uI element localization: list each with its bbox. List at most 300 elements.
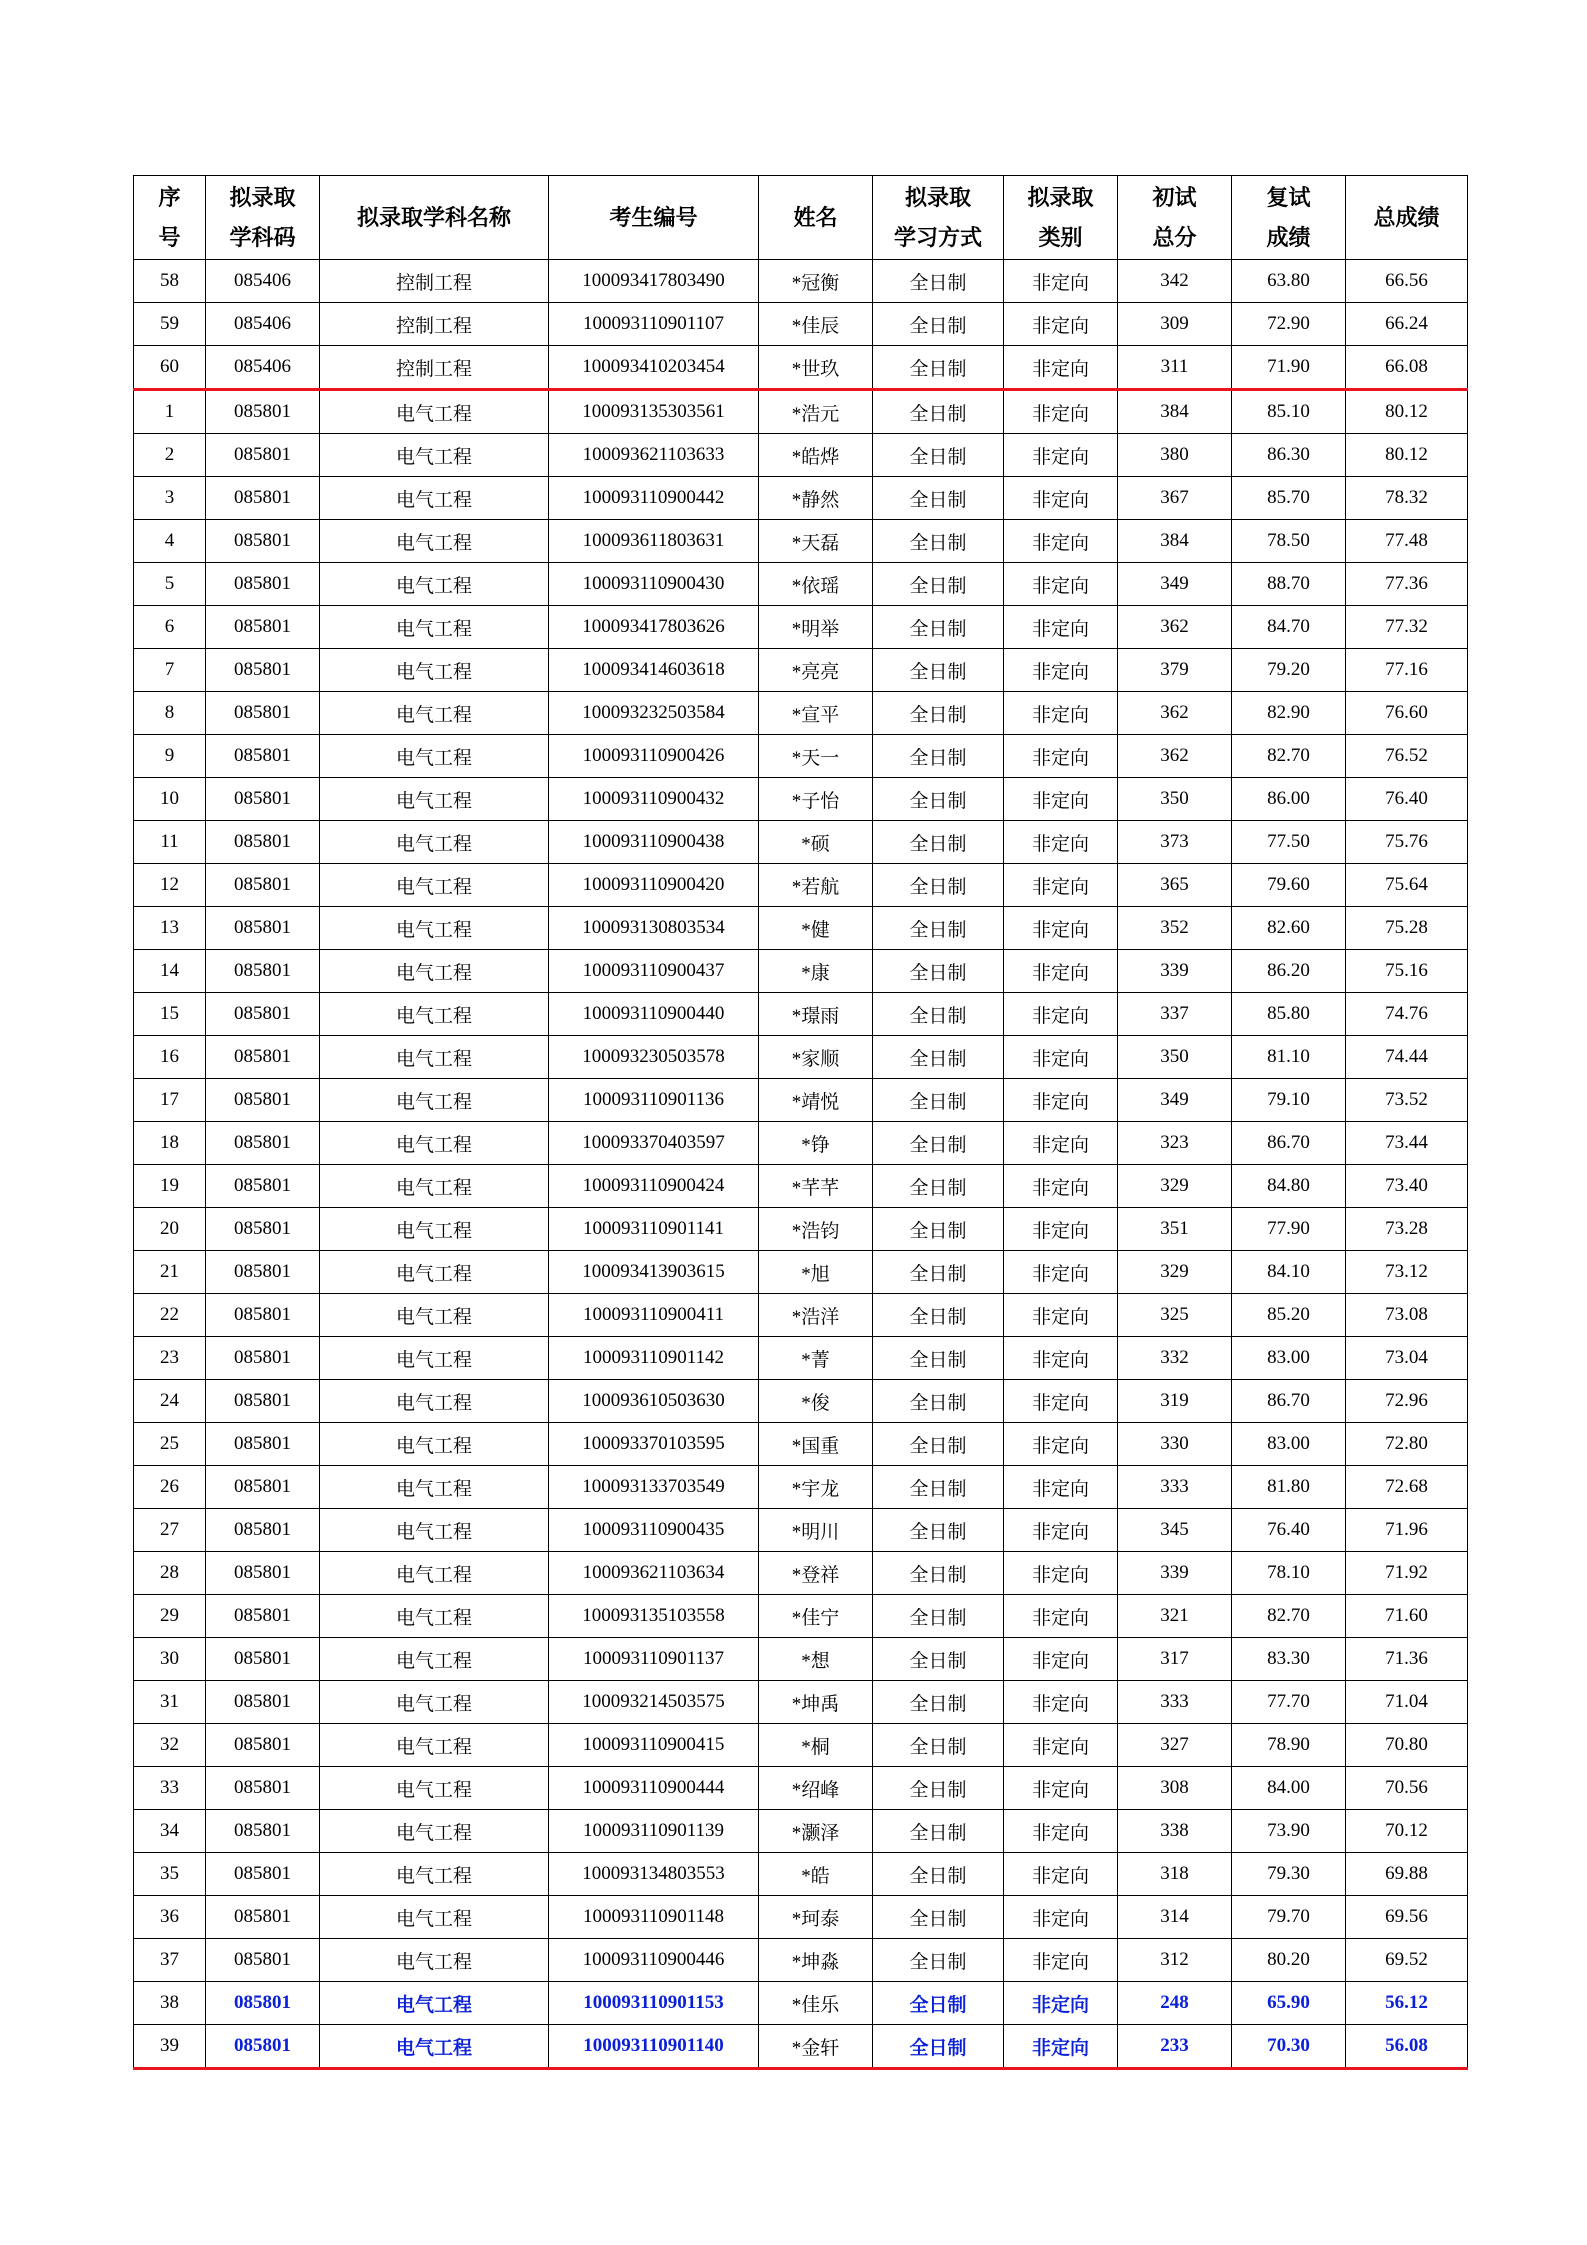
cell-name: *灏泽 (759, 1810, 873, 1853)
cell-code: 085801 (206, 563, 320, 606)
cell-seq: 30 (134, 1638, 206, 1681)
table-row (134, 477, 1468, 520)
cell-study: 全日制 (873, 950, 1004, 993)
cell-name: *珂泰 (759, 1896, 873, 1939)
cell-seq: 22 (134, 1294, 206, 1337)
cell-code: 085801 (206, 692, 320, 735)
cell-code: 085801 (206, 477, 320, 520)
cell-subject: 电气工程 (320, 1810, 549, 1853)
cell-id: 100093110901136 (549, 1079, 759, 1122)
cell-id: 100093110901139 (549, 1810, 759, 1853)
cell-first: 362 (1118, 606, 1232, 649)
cell-total: 71.96 (1346, 1509, 1468, 1552)
table-row (134, 1251, 1468, 1294)
cell-total: 76.60 (1346, 692, 1468, 735)
cell-code: 085801 (206, 1767, 320, 1810)
cell-total: 69.52 (1346, 1939, 1468, 1982)
cell-code: 085801 (206, 821, 320, 864)
cell-first: 350 (1118, 778, 1232, 821)
cell-subject: 电气工程 (320, 1466, 549, 1509)
cell-code: 085801 (206, 907, 320, 950)
cell-seq: 14 (134, 950, 206, 993)
table-row (134, 1380, 1468, 1423)
cell-subject: 电气工程 (320, 778, 549, 821)
cell-total: 75.16 (1346, 950, 1468, 993)
cell-seq: 60 (134, 346, 206, 390)
cell-code: 085801 (206, 1165, 320, 1208)
table-row (134, 260, 1468, 303)
cell-study: 全日制 (873, 1681, 1004, 1724)
cell-first: 380 (1118, 434, 1232, 477)
table-row (134, 606, 1468, 649)
table-row (134, 346, 1468, 390)
cell-retest: 77.70 (1232, 1681, 1346, 1724)
cell-total: 69.88 (1346, 1853, 1468, 1896)
cell-seq: 58 (134, 260, 206, 303)
cell-retest: 86.70 (1232, 1380, 1346, 1423)
cell-study: 全日制 (873, 1982, 1004, 2025)
cell-id: 100093110900438 (549, 821, 759, 864)
table-row (134, 1509, 1468, 1552)
cell-total: 71.60 (1346, 1595, 1468, 1638)
cell-first: 384 (1118, 520, 1232, 563)
cell-code: 085801 (206, 1638, 320, 1681)
header-first: 初试 总分 (1118, 176, 1232, 260)
cell-id: 100093110900420 (549, 864, 759, 907)
cell-total: 71.92 (1346, 1552, 1468, 1595)
cell-name: *坤淼 (759, 1939, 873, 1982)
cell-study: 全日制 (873, 1251, 1004, 1294)
cell-total: 78.32 (1346, 477, 1468, 520)
table-row (134, 1036, 1468, 1079)
cell-type: 非定向 (1004, 434, 1118, 477)
cell-study: 全日制 (873, 735, 1004, 778)
cell-code: 085801 (206, 649, 320, 692)
cell-first: 333 (1118, 1681, 1232, 1724)
cell-total: 73.08 (1346, 1294, 1468, 1337)
cell-seq: 3 (134, 477, 206, 520)
cell-subject: 电气工程 (320, 735, 549, 778)
cell-type: 非定向 (1004, 390, 1118, 434)
cell-study: 全日制 (873, 1552, 1004, 1595)
cell-seq: 9 (134, 735, 206, 778)
cell-type: 非定向 (1004, 606, 1118, 649)
cell-subject: 电气工程 (320, 1208, 549, 1251)
cell-study: 全日制 (873, 477, 1004, 520)
cell-study: 全日制 (873, 1122, 1004, 1165)
cell-study: 全日制 (873, 390, 1004, 434)
cell-first: 384 (1118, 390, 1232, 434)
cell-code: 085801 (206, 864, 320, 907)
cell-seq: 17 (134, 1079, 206, 1122)
cell-name: *宇龙 (759, 1466, 873, 1509)
table-row (134, 1638, 1468, 1681)
table-row (134, 1294, 1468, 1337)
cell-subject: 控制工程 (320, 303, 549, 346)
cell-id: 100093110901137 (549, 1638, 759, 1681)
cell-subject: 控制工程 (320, 346, 549, 390)
cell-type: 非定向 (1004, 649, 1118, 692)
cell-total: 72.80 (1346, 1423, 1468, 1466)
cell-retest: 71.90 (1232, 346, 1346, 390)
cell-code: 085801 (206, 1939, 320, 1982)
cell-first: 318 (1118, 1853, 1232, 1896)
cell-study: 全日制 (873, 993, 1004, 1036)
cell-subject: 电气工程 (320, 649, 549, 692)
cell-first: 332 (1118, 1337, 1232, 1380)
cell-retest: 63.80 (1232, 260, 1346, 303)
cell-first: 327 (1118, 1724, 1232, 1767)
cell-subject: 电气工程 (320, 1638, 549, 1681)
cell-name: *明川 (759, 1509, 873, 1552)
cell-code: 085801 (206, 606, 320, 649)
cell-type: 非定向 (1004, 303, 1118, 346)
cell-type: 非定向 (1004, 1466, 1118, 1509)
cell-retest: 86.20 (1232, 950, 1346, 993)
cell-id: 100093370403597 (549, 1122, 759, 1165)
table-row (134, 1122, 1468, 1165)
cell-retest: 86.70 (1232, 1122, 1346, 1165)
cell-subject: 电气工程 (320, 864, 549, 907)
cell-subject: 电气工程 (320, 606, 549, 649)
cell-seq: 15 (134, 993, 206, 1036)
cell-study: 全日制 (873, 1724, 1004, 1767)
cell-seq: 16 (134, 1036, 206, 1079)
cell-subject: 电气工程 (320, 1681, 549, 1724)
table-row (134, 1939, 1468, 1982)
table-row (134, 1896, 1468, 1939)
cell-id: 100093214503575 (549, 1681, 759, 1724)
cell-id: 100093621103633 (549, 434, 759, 477)
cell-study: 全日制 (873, 606, 1004, 649)
cell-type: 非定向 (1004, 1552, 1118, 1595)
cell-total: 69.56 (1346, 1896, 1468, 1939)
cell-type: 非定向 (1004, 907, 1118, 950)
cell-retest: 82.90 (1232, 692, 1346, 735)
cell-retest: 70.30 (1232, 2025, 1346, 2069)
cell-total: 70.56 (1346, 1767, 1468, 1810)
cell-retest: 65.90 (1232, 1982, 1346, 2025)
cell-retest: 84.70 (1232, 606, 1346, 649)
cell-subject: 电气工程 (320, 993, 549, 1036)
cell-id: 100093370103595 (549, 1423, 759, 1466)
table-row (134, 649, 1468, 692)
cell-code: 085801 (206, 1251, 320, 1294)
cell-type: 非定向 (1004, 1896, 1118, 1939)
cell-type: 非定向 (1004, 563, 1118, 606)
cell-total: 73.40 (1346, 1165, 1468, 1208)
cell-id: 100093110900446 (549, 1939, 759, 1982)
cell-type: 非定向 (1004, 1724, 1118, 1767)
table-row (134, 692, 1468, 735)
cell-name: *坤禹 (759, 1681, 873, 1724)
table-row (134, 520, 1468, 563)
cell-study: 全日制 (873, 2025, 1004, 2069)
cell-name: *桐 (759, 1724, 873, 1767)
cell-total: 73.12 (1346, 1251, 1468, 1294)
cell-total: 76.52 (1346, 735, 1468, 778)
cell-first: 345 (1118, 1509, 1232, 1552)
cell-seq: 35 (134, 1853, 206, 1896)
table-row (134, 907, 1468, 950)
table-body (134, 260, 1468, 2069)
cell-code: 085801 (206, 1681, 320, 1724)
cell-study: 全日制 (873, 1208, 1004, 1251)
cell-id: 100093410203454 (549, 346, 759, 390)
cell-seq: 27 (134, 1509, 206, 1552)
cell-first: 349 (1118, 563, 1232, 606)
cell-seq: 24 (134, 1380, 206, 1423)
cell-study: 全日制 (873, 1294, 1004, 1337)
cell-study: 全日制 (873, 1466, 1004, 1509)
cell-name: *登祥 (759, 1552, 873, 1595)
table-row (134, 1853, 1468, 1896)
cell-retest: 79.30 (1232, 1853, 1346, 1896)
header-name: 姓名 (759, 176, 873, 260)
cell-seq: 8 (134, 692, 206, 735)
cell-subject: 电气工程 (320, 907, 549, 950)
table-row (134, 1165, 1468, 1208)
cell-total: 66.24 (1346, 303, 1468, 346)
cell-total: 77.36 (1346, 563, 1468, 606)
cell-type: 非定向 (1004, 692, 1118, 735)
cell-retest: 84.80 (1232, 1165, 1346, 1208)
cell-name: *明举 (759, 606, 873, 649)
cell-total: 77.16 (1346, 649, 1468, 692)
cell-id: 100093110900435 (549, 1509, 759, 1552)
header-id: 考生编号 (549, 176, 759, 260)
cell-name: *家顺 (759, 1036, 873, 1079)
cell-id: 100093110900432 (549, 778, 759, 821)
cell-code: 085801 (206, 1208, 320, 1251)
table-row (134, 1982, 1468, 2025)
cell-name: *浩元 (759, 390, 873, 434)
cell-first: 314 (1118, 1896, 1232, 1939)
cell-type: 非定向 (1004, 520, 1118, 563)
cell-subject: 电气工程 (320, 1036, 549, 1079)
cell-name: *皓烨 (759, 434, 873, 477)
table-row (134, 778, 1468, 821)
cell-type: 非定向 (1004, 1122, 1118, 1165)
cell-first: 362 (1118, 692, 1232, 735)
cell-study: 全日制 (873, 1509, 1004, 1552)
cell-name: *若航 (759, 864, 873, 907)
cell-id: 100093230503578 (549, 1036, 759, 1079)
cell-code: 085801 (206, 520, 320, 563)
cell-type: 非定向 (1004, 864, 1118, 907)
cell-retest: 84.00 (1232, 1767, 1346, 1810)
cell-subject: 电气工程 (320, 1982, 549, 2025)
cell-name: *金轩 (759, 2025, 873, 2069)
cell-id: 100093134803553 (549, 1853, 759, 1896)
cell-first: 337 (1118, 993, 1232, 1036)
cell-seq: 10 (134, 778, 206, 821)
cell-id: 100093110900424 (549, 1165, 759, 1208)
cell-id: 100093110901140 (549, 2025, 759, 2069)
cell-seq: 38 (134, 1982, 206, 2025)
cell-study: 全日制 (873, 907, 1004, 950)
cell-code: 085801 (206, 1380, 320, 1423)
cell-retest: 80.20 (1232, 1939, 1346, 1982)
table-row (134, 1552, 1468, 1595)
cell-total: 70.12 (1346, 1810, 1468, 1853)
cell-retest: 72.90 (1232, 303, 1346, 346)
cell-first: 329 (1118, 1251, 1232, 1294)
cell-study: 全日制 (873, 1595, 1004, 1638)
cell-first: 233 (1118, 2025, 1232, 2069)
cell-seq: 1 (134, 390, 206, 434)
cell-total: 72.96 (1346, 1380, 1468, 1423)
cell-name: *宣平 (759, 692, 873, 735)
cell-id: 100093611803631 (549, 520, 759, 563)
cell-subject: 电气工程 (320, 1595, 549, 1638)
cell-study: 全日制 (873, 520, 1004, 563)
cell-type: 非定向 (1004, 950, 1118, 993)
cell-total: 75.28 (1346, 907, 1468, 950)
cell-study: 全日制 (873, 1380, 1004, 1423)
cell-first: 333 (1118, 1466, 1232, 1509)
cell-subject: 电气工程 (320, 390, 549, 434)
cell-name: *菁 (759, 1337, 873, 1380)
cell-code: 085801 (206, 434, 320, 477)
table-row (134, 1466, 1468, 1509)
cell-type: 非定向 (1004, 260, 1118, 303)
cell-first: 330 (1118, 1423, 1232, 1466)
cell-retest: 83.00 (1232, 1423, 1346, 1466)
cell-retest: 77.50 (1232, 821, 1346, 864)
cell-code: 085801 (206, 1509, 320, 1552)
cell-type: 非定向 (1004, 1982, 1118, 2025)
cell-seq: 11 (134, 821, 206, 864)
cell-retest: 85.80 (1232, 993, 1346, 1036)
cell-id: 100093232503584 (549, 692, 759, 735)
cell-code: 085801 (206, 1724, 320, 1767)
cell-study: 全日制 (873, 434, 1004, 477)
header-study: 拟录取 学习方式 (873, 176, 1004, 260)
cell-retest: 78.10 (1232, 1552, 1346, 1595)
cell-retest: 85.70 (1232, 477, 1346, 520)
table-row (134, 303, 1468, 346)
cell-total: 66.56 (1346, 260, 1468, 303)
cell-total: 56.08 (1346, 2025, 1468, 2069)
cell-seq: 7 (134, 649, 206, 692)
cell-code: 085801 (206, 1337, 320, 1380)
cell-first: 351 (1118, 1208, 1232, 1251)
header-code: 拟录取 学科码 (206, 176, 320, 260)
cell-type: 非定向 (1004, 1939, 1118, 1982)
cell-total: 66.08 (1346, 346, 1468, 390)
cell-study: 全日制 (873, 1810, 1004, 1853)
cell-type: 非定向 (1004, 1681, 1118, 1724)
cell-total: 73.52 (1346, 1079, 1468, 1122)
cell-retest: 85.10 (1232, 390, 1346, 434)
cell-retest: 79.70 (1232, 1896, 1346, 1939)
table-row (134, 1724, 1468, 1767)
cell-code: 085801 (206, 390, 320, 434)
cell-id: 100093417803490 (549, 260, 759, 303)
cell-id: 100093621103634 (549, 1552, 759, 1595)
table-row (134, 1810, 1468, 1853)
cell-type: 非定向 (1004, 1337, 1118, 1380)
cell-code: 085801 (206, 993, 320, 1036)
cell-total: 80.12 (1346, 390, 1468, 434)
cell-type: 非定向 (1004, 821, 1118, 864)
cell-retest: 82.60 (1232, 907, 1346, 950)
cell-code: 085406 (206, 260, 320, 303)
cell-name: *健 (759, 907, 873, 950)
cell-subject: 电气工程 (320, 1896, 549, 1939)
cell-first: 319 (1118, 1380, 1232, 1423)
cell-type: 非定向 (1004, 1767, 1118, 1810)
cell-retest: 86.30 (1232, 434, 1346, 477)
cell-subject: 电气工程 (320, 1165, 549, 1208)
cell-study: 全日制 (873, 778, 1004, 821)
cell-first: 342 (1118, 260, 1232, 303)
cell-seq: 37 (134, 1939, 206, 1982)
cell-type: 非定向 (1004, 477, 1118, 520)
cell-subject: 电气工程 (320, 1380, 549, 1423)
cell-study: 全日制 (873, 260, 1004, 303)
cell-subject: 电气工程 (320, 692, 549, 735)
cell-name: *铮 (759, 1122, 873, 1165)
cell-id: 100093110901107 (549, 303, 759, 346)
cell-first: 362 (1118, 735, 1232, 778)
cell-name: *硕 (759, 821, 873, 864)
cell-subject: 电气工程 (320, 1724, 549, 1767)
cell-first: 339 (1118, 1552, 1232, 1595)
cell-code: 085801 (206, 735, 320, 778)
cell-name: *佳辰 (759, 303, 873, 346)
cell-code: 085801 (206, 1552, 320, 1595)
cell-first: 367 (1118, 477, 1232, 520)
cell-name: *俊 (759, 1380, 873, 1423)
header-seq: 序 号 (134, 176, 206, 260)
cell-type: 非定向 (1004, 1423, 1118, 1466)
cell-seq: 32 (134, 1724, 206, 1767)
cell-first: 373 (1118, 821, 1232, 864)
cell-retest: 86.00 (1232, 778, 1346, 821)
cell-total: 76.40 (1346, 778, 1468, 821)
cell-first: 317 (1118, 1638, 1232, 1681)
cell-study: 全日制 (873, 692, 1004, 735)
header-total: 总成绩 (1346, 176, 1468, 260)
cell-total: 73.04 (1346, 1337, 1468, 1380)
cell-first: 349 (1118, 1079, 1232, 1122)
cell-type: 非定向 (1004, 1595, 1118, 1638)
cell-seq: 31 (134, 1681, 206, 1724)
cell-name: *子怡 (759, 778, 873, 821)
cell-id: 100093135103558 (549, 1595, 759, 1638)
cell-seq: 25 (134, 1423, 206, 1466)
cell-first: 308 (1118, 1767, 1232, 1810)
cell-name: *佳乐 (759, 1982, 873, 2025)
cell-seq: 18 (134, 1122, 206, 1165)
cell-name: *静然 (759, 477, 873, 520)
table-row (134, 1079, 1468, 1122)
cell-retest: 83.00 (1232, 1337, 1346, 1380)
cell-type: 非定向 (1004, 346, 1118, 390)
table-row (134, 735, 1468, 778)
cell-first: 312 (1118, 1939, 1232, 1982)
cell-type: 非定向 (1004, 1380, 1118, 1423)
cell-code: 085406 (206, 303, 320, 346)
cell-total: 56.12 (1346, 1982, 1468, 2025)
cell-total: 75.76 (1346, 821, 1468, 864)
cell-subject: 电气工程 (320, 563, 549, 606)
cell-seq: 33 (134, 1767, 206, 1810)
cell-id: 100093417803626 (549, 606, 759, 649)
cell-id: 100093110901141 (549, 1208, 759, 1251)
